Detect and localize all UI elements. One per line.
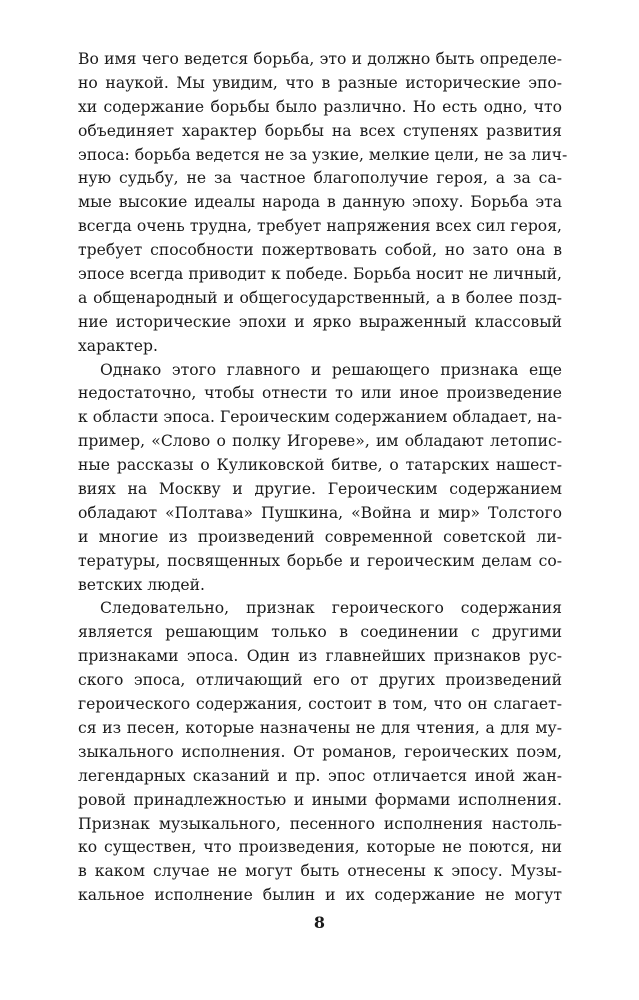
text-line: Признак музыкального, песенного исполнения настоль-	[78, 814, 562, 833]
text-line: но наукой. Мы увидим, что в разные исторические эпо-	[78, 73, 562, 92]
text-line: всегда очень трудна, требует напряжения всех сил героя,	[78, 217, 562, 236]
text-line: Однако этого главного и решающего признака еще	[100, 360, 562, 379]
text-line: ную судьбу, не за частное благополучие героя, а за са-	[78, 169, 562, 188]
text-line: Во имя чего ведется борьба, это и должно быть определе-	[78, 50, 562, 68]
text-line: объединяет характер борьбы на всех ступенях развития	[78, 121, 562, 140]
text-line: героического содержания, состоит в том, что он слагает-	[78, 695, 562, 714]
text-line: обладают «Полтава» Пушкина, «Война и мир» Толстого	[78, 503, 562, 522]
text-line: а общенародный и общегосударственный, а в более позд-	[78, 288, 562, 307]
text-line: тературы, посвященных борьбе и героическим делам со-	[78, 551, 562, 570]
text-line: ные рассказы о Куликовской битве, о татарских нашест-	[78, 456, 562, 475]
page-number: 8	[313, 913, 326, 932]
text-line: виях на Москву и другие. Героическим содержанием	[78, 480, 562, 499]
body-text	[78, 48, 568, 908]
text-line: характер.	[78, 336, 158, 355]
text-line: кальное исполнение былин и их содержание не могут	[78, 886, 562, 905]
text-line: ся из песен, которые назначены не для чтения, а для му-	[78, 718, 562, 737]
text-line: ровой принадлежностью и иными формами исполнения.	[78, 790, 562, 809]
text-line: к области эпоса. Героическим содержанием обладает, на-	[78, 408, 562, 427]
text-line: эпоса: борьба ведется не за узкие, мелкие цели, не за лич-	[78, 145, 568, 164]
text-line: ветских людей.	[78, 575, 205, 594]
text-line: Следовательно, признак героического содержания	[100, 599, 562, 618]
text-line: недостаточно, чтобы отнести то или иное произведение	[78, 384, 562, 403]
text-line: и многие из произведений современной советской ли-	[78, 527, 562, 546]
text-line: требует способности пожертвовать собой, но зато она в	[78, 241, 562, 260]
text-line: в каком случае не могут быть отнесены к эпосу. Музы-	[78, 862, 562, 881]
text-line: является решающим только в соединении с другими	[78, 623, 562, 642]
text-line: признаками эпоса. Один из главнейших признаков рус-	[78, 647, 562, 666]
text-line: ского эпоса, отличающий его от других произведений	[78, 671, 562, 690]
text-line: хи содержание борьбы было различно. Но есть одно, что	[78, 97, 562, 116]
text-line: пример, «Слово о полку Игореве», им обладают летопис-	[78, 432, 562, 451]
text-line: мые высокие идеалы народа в данную эпоху. Борьба эта	[78, 193, 562, 212]
text-line: ко существен, что произведения, которые не поются, ни	[78, 838, 562, 857]
text-line: легендарных сказаний и пр. эпос отличается иной жан-	[78, 766, 562, 785]
text-line: ние исторические эпохи и ярко выраженный классовый	[78, 312, 562, 331]
text-line: зыкального исполнения. От романов, героических поэм,	[78, 742, 562, 761]
text-line: эпосе всегда приводит к победе. Борьба носит не личный,	[78, 265, 562, 284]
